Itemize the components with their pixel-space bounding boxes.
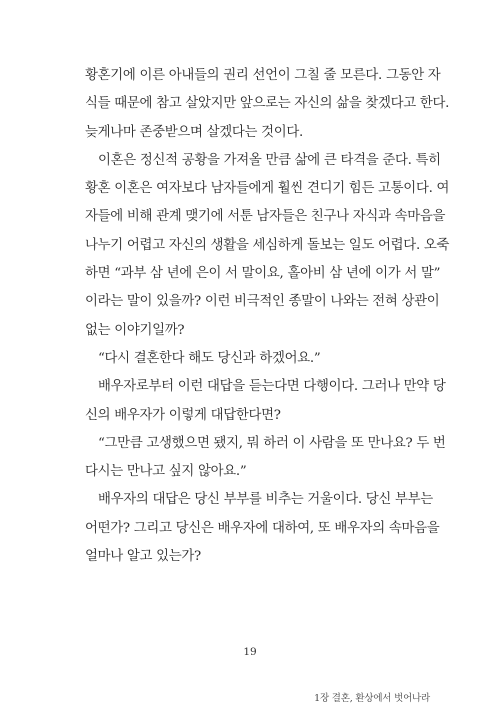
running-footer: 1장 결혼, 환상에서 벗어나라 xyxy=(314,693,430,704)
text-line: 늦게나마 존중받으며 살겠다는 것이다. xyxy=(85,124,303,140)
text-line: 식들 때문에 참고 살았지만 앞으로는 자신의 삶을 찾겠다고 한다. xyxy=(85,96,450,112)
text-line: “그만큼 고생했으면 됐지, 뭐 하러 이 사람을 또 만나요? 두 번 xyxy=(98,435,446,451)
text-line: 없는 이야기일까? xyxy=(85,322,185,338)
text-line: 황혼 이혼은 여자보다 남자들에게 훨씬 견디기 힘든 고통이다. 여 xyxy=(85,181,450,197)
text-line: 다시는 만나고 싶지 않아요.” xyxy=(85,464,247,480)
text-line: 황혼기에 이른 아내들의 권리 선언이 그칠 줄 모른다. 그동안 자 xyxy=(85,68,441,83)
text-line: 배우자의 대답은 당신 부부를 비추는 거울이다. 당신 부부는 xyxy=(98,492,433,508)
text-line: 나누기 어렵고 자신의 생활을 세심하게 돌보는 일도 어렵다. 오죽 xyxy=(85,237,450,253)
page-number: 19 xyxy=(243,646,257,658)
text-line: 이라는 말이 있을까? 이런 비극적인 종말이 나와는 전혀 상관이 xyxy=(85,294,440,310)
text-line: 신의 배우자가 이렇게 대답한다면? xyxy=(85,407,281,423)
text-line: 얼마나 알고 있는가? xyxy=(85,549,201,565)
text-line: 하면 “과부 삼 년에 은이 서 말이요, 홀아비 삼 년에 이가 서 말” xyxy=(85,266,441,282)
body-text xyxy=(85,62,450,571)
text-line: 자들에 비해 관계 맺기에 서툰 남자들은 친구나 자식과 속마음을 xyxy=(85,209,446,225)
text-line: “다시 결혼한다 해도 당신과 하겠어요.” xyxy=(98,350,321,366)
text-line: 이혼은 정신적 공황을 가져올 만큼 삶에 큰 타격을 준다. 특히 xyxy=(98,152,441,168)
text-line: 어떤가? 그리고 당신은 배우자에 대하여, 또 배우자의 속마음을 xyxy=(85,520,440,536)
text-line: 배우자로부터 이런 대답을 듣는다면 다행이다. 그러나 만약 당 xyxy=(98,379,446,395)
